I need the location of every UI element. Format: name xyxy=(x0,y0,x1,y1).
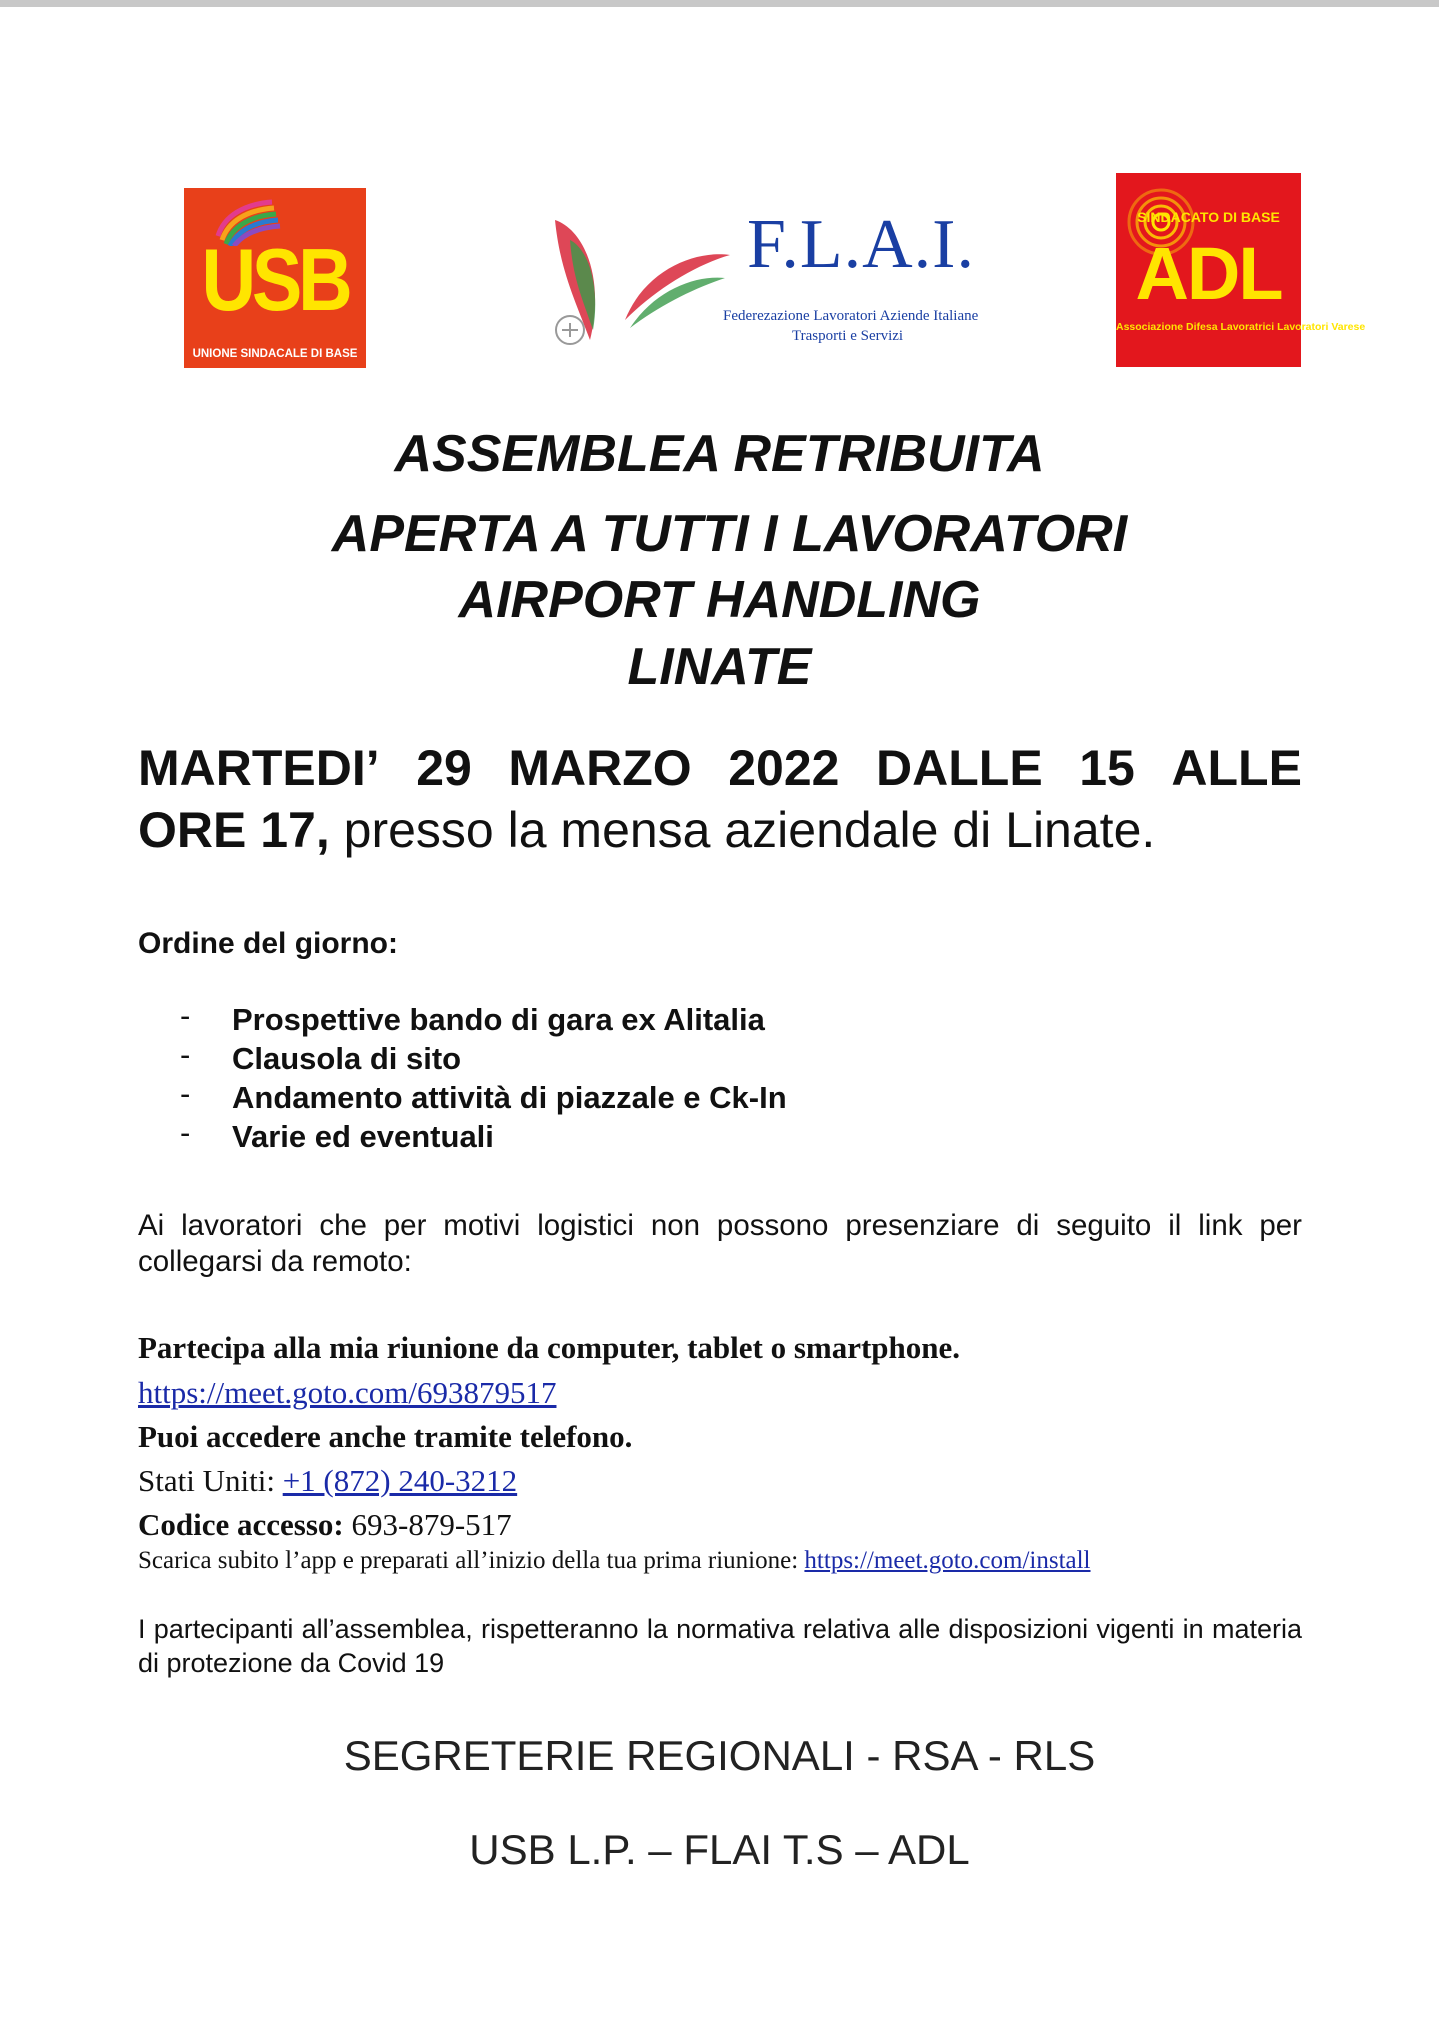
date-word: MARZO xyxy=(508,740,692,796)
date-word: DALLE xyxy=(876,740,1043,796)
dash-bullet: - xyxy=(180,1115,191,1150)
date-word: 2022 xyxy=(728,740,840,796)
goto-app-line xyxy=(138,1547,1091,1575)
agenda-title: Ordine del giorno: xyxy=(138,927,398,960)
agenda-list xyxy=(180,1000,787,1156)
event-date xyxy=(138,737,1302,861)
usb-logo xyxy=(184,188,366,368)
code-value: 693-879-517 xyxy=(343,1507,512,1542)
headline-line-3: AIRPORT HANDLING xyxy=(458,571,981,629)
app-text: Scarica subito l’app e preparati all’inizio della tua prima riunione: xyxy=(138,1547,805,1574)
adl-logo xyxy=(1116,173,1366,367)
dash-bullet: - xyxy=(180,1037,191,1072)
adl-top-label: SINDACATO DI BASE xyxy=(1137,209,1280,225)
date-word: 29 xyxy=(416,740,472,796)
meeting-link[interactable]: https://meet.goto.com/693879517 xyxy=(138,1375,557,1410)
date-word: ALLE xyxy=(1171,740,1302,796)
event-date-line-1 xyxy=(138,737,1302,799)
footer-line-1: SEGRETERIE REGIONALI - RSA - RLS xyxy=(343,1732,1096,1779)
goto-join-text: Partecipa alla mia riunione da computer, tablet o smartphone. xyxy=(138,1330,961,1365)
dash-bullet: - xyxy=(180,998,191,1033)
usb-wordmark: USB xyxy=(201,230,349,329)
goto-code-line xyxy=(138,1507,512,1543)
agenda-item xyxy=(180,1117,787,1156)
agenda-item-text: Andamento attività di piazzale e Ck-In xyxy=(232,1080,787,1115)
date-word: 15 xyxy=(1079,740,1135,796)
footer-line-2: USB L.P. – FLAI T.S – ADL xyxy=(469,1826,970,1873)
headline-line-4: LINATE xyxy=(627,638,812,696)
country-label: Stati Uniti: xyxy=(138,1463,283,1498)
date-word: MARTEDI’ xyxy=(138,740,380,796)
usb-subtitle: UNIONE SINDACALE DI BASE xyxy=(192,348,358,360)
event-location: presso la mensa aziendale di Linate. xyxy=(329,802,1156,858)
agenda-item xyxy=(180,1039,787,1078)
event-date-line-2 xyxy=(138,799,1302,861)
flai-title: F.L.A.I. xyxy=(747,206,975,283)
top-border xyxy=(0,0,1439,7)
headline-line-2: APERTA A TUTTI I LAVORATORI xyxy=(331,505,1128,563)
flai-subtitle: Federezazione Lavoratori Aziende Italiane xyxy=(723,308,979,324)
goto-phone-line xyxy=(138,1463,517,1499)
install-link[interactable]: https://meet.goto.com/install xyxy=(804,1547,1091,1574)
agenda-item-text: Varie ed eventuali xyxy=(232,1119,494,1154)
agenda-item-text: Clausola di sito xyxy=(232,1041,462,1076)
agenda-item-text: Prospettive bando di gara ex Alitalia xyxy=(232,1002,765,1037)
flai-logo xyxy=(535,200,979,360)
remote-note: Ai lavoratori che per motivi logistici non possono presenziare di seguito il link per collegarsi da remoto: xyxy=(138,1209,1302,1278)
dash-bullet: - xyxy=(180,1076,191,1111)
adl-subtitle: Associazione Difesa Lavoratrici Lavoratori Varese xyxy=(1116,321,1366,333)
event-time: ORE 17, xyxy=(138,802,330,858)
headline-line-1: ASSEMBLEA RETRIBUITA xyxy=(394,425,1045,483)
flai-subtitle-2: Trasporti e Servizi xyxy=(792,328,904,344)
agenda-item xyxy=(180,1000,787,1039)
wings-icon xyxy=(535,210,735,360)
code-label: Codice accesso: xyxy=(138,1507,344,1542)
agenda-item xyxy=(180,1078,787,1117)
covid-note: I partecipanti all’assemblea, rispetteranno la normativa relativa alle disposizioni vigenti in materia di protezione da Covid 19 xyxy=(138,1614,1302,1678)
adl-wordmark: ADL xyxy=(1135,232,1282,315)
phone-link[interactable]: +1 (872) 240-3212 xyxy=(282,1463,518,1498)
goto-phone-text: Puoi accedere anche tramite telefono. xyxy=(138,1419,633,1454)
